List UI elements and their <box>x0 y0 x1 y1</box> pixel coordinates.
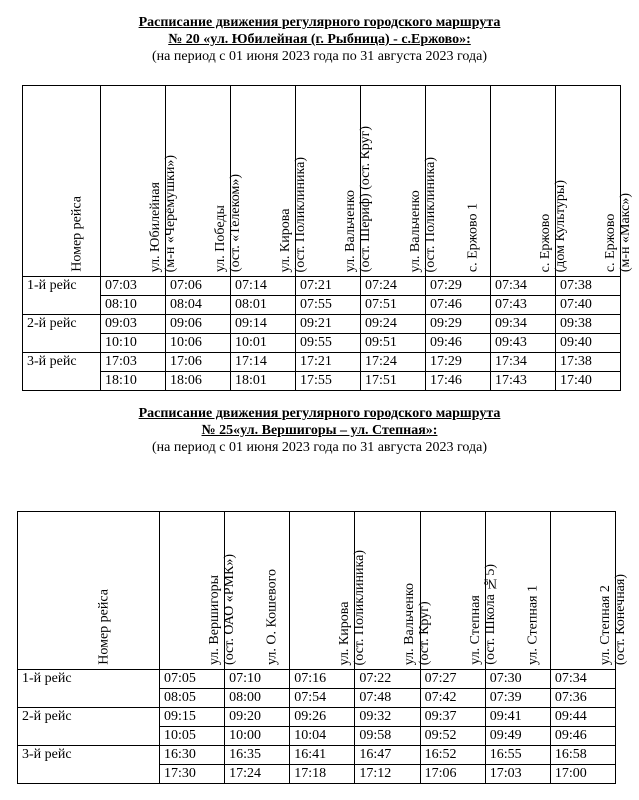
time-cell: 09:58 <box>355 727 420 746</box>
time-cell: 07:48 <box>355 689 420 708</box>
time-cell: 17:24 <box>361 353 426 372</box>
time-cell: 17:06 <box>420 765 485 784</box>
time-cell: 18:06 <box>166 372 231 391</box>
stop-header <box>231 86 308 277</box>
stop-name: ул. Вальченко (ост. Шериф) (ост. Круг) <box>343 125 373 272</box>
stop-header <box>160 512 238 670</box>
time-cell: 16:58 <box>550 746 615 765</box>
table-row <box>23 372 621 391</box>
time-cell: 09:55 <box>296 334 361 353</box>
time-cell: 10:10 <box>101 334 166 353</box>
time-cell: 17:06 <box>166 353 231 372</box>
trip-number-header <box>18 512 160 670</box>
time-cell: 07:14 <box>231 277 296 296</box>
time-cell: 16:47 <box>355 746 420 765</box>
time-cell: 16:52 <box>420 746 485 765</box>
schedule2-period: (на период с 01 июня 2023 года по 31 августа 2023 года) <box>152 440 487 455</box>
time-cell: 17:03 <box>101 353 166 372</box>
trip-number-header-label: Номер рейса <box>69 196 84 272</box>
time-cell: 17:21 <box>296 353 361 372</box>
table-row <box>23 277 621 296</box>
schedule1-period: (на период с 01 июня 2023 года по 31 августа 2023 года) <box>152 49 487 64</box>
time-cell: 09:51 <box>361 334 426 353</box>
time-cell: 17:29 <box>426 353 491 372</box>
time-cell: 18:01 <box>231 372 296 391</box>
trip-number-header <box>23 86 101 277</box>
time-cell: 07:51 <box>361 296 426 315</box>
time-cell: 09:43 <box>491 334 556 353</box>
stop-header <box>166 86 243 277</box>
time-cell: 16:30 <box>160 746 225 765</box>
time-cell: 10:05 <box>160 727 225 746</box>
table-row <box>23 353 621 372</box>
trip-label: 2-й рейс <box>23 315 101 353</box>
table-row <box>23 296 621 315</box>
time-cell: 17:46 <box>426 372 491 391</box>
time-cell: 07:29 <box>426 277 491 296</box>
time-cell: 17:00 <box>550 765 615 784</box>
time-cell: 07:43 <box>491 296 556 315</box>
time-cell: 09:40 <box>556 334 621 353</box>
time-cell: 07:55 <box>296 296 361 315</box>
stop-header <box>101 86 178 277</box>
time-cell: 09:14 <box>231 315 296 334</box>
time-cell: 09:38 <box>556 315 621 334</box>
time-cell: 07:05 <box>160 670 225 689</box>
time-cell: 09:44 <box>550 708 615 727</box>
schedule1-table <box>22 85 633 391</box>
time-cell: 07:03 <box>101 277 166 296</box>
time-cell: 07:54 <box>290 689 355 708</box>
time-cell: 09:06 <box>166 315 231 334</box>
time-cell: 17:43 <box>491 372 556 391</box>
time-cell: 09:46 <box>426 334 491 353</box>
stop-header <box>485 512 550 670</box>
time-cell: 07:06 <box>166 277 231 296</box>
stop-name: с. Ержово (дом Культуры) <box>538 179 568 272</box>
time-cell: 09:29 <box>426 315 491 334</box>
time-cell: 18:10 <box>101 372 166 391</box>
time-cell: 09:41 <box>485 708 550 727</box>
stop-header <box>355 512 433 670</box>
time-cell: 09:03 <box>101 315 166 334</box>
time-cell: 10:04 <box>290 727 355 746</box>
time-cell: 10:06 <box>166 334 231 353</box>
trip-label: 1-й рейс <box>18 670 160 708</box>
time-cell: 17:51 <box>361 372 426 391</box>
table-row <box>18 670 616 689</box>
schedule1-title: Расписание движения регулярного городского маршрута <box>138 15 501 30</box>
schedule2-route: № 25«ул. Вершигоры – ул. Степная»: <box>201 423 438 438</box>
table-row <box>18 746 616 765</box>
time-cell: 09:37 <box>420 708 485 727</box>
trip-label: 2-й рейс <box>18 708 160 746</box>
time-cell: 08:05 <box>160 689 225 708</box>
time-cell: 16:41 <box>290 746 355 765</box>
time-cell: 07:40 <box>556 296 621 315</box>
stop-header <box>290 512 368 670</box>
stop-name: ул. Степная (ост. Школа №5) <box>467 564 498 665</box>
stop-name: ул. Степная 1 <box>525 585 541 665</box>
time-cell: 09:34 <box>491 315 556 334</box>
trip-label: 3-й рейс <box>23 353 101 391</box>
time-cell: 17:38 <box>556 353 621 372</box>
time-cell: 09:49 <box>485 727 550 746</box>
time-cell: 07:24 <box>361 277 426 296</box>
stop-name: ул. Вершигоры (ост. ОАО «РМК») <box>207 554 238 665</box>
schedule2-table <box>17 511 628 784</box>
time-cell: 17:14 <box>231 353 296 372</box>
stop-name: с. Ержово (м-н «Макс») <box>603 192 633 272</box>
time-cell: 17:40 <box>556 372 621 391</box>
trip-label: 3-й рейс <box>18 746 160 784</box>
stop-header <box>225 512 290 670</box>
time-cell: 09:32 <box>355 708 420 727</box>
stop-header <box>426 86 491 277</box>
stop-header <box>420 512 498 670</box>
schedule2-title: Расписание движения регулярного городского маршрута <box>138 406 501 421</box>
time-cell: 07:38 <box>556 277 621 296</box>
time-cell: 10:00 <box>225 727 290 746</box>
time-cell: 09:20 <box>225 708 290 727</box>
stop-header <box>556 86 633 277</box>
schedule1-route: № 20 «ул. Юбилейная (г. Рыбница) - с.Ержово»: <box>168 32 471 47</box>
schedule1-heading <box>0 14 639 65</box>
stop-name: ул. Победы (ост. «Телеком») <box>213 173 243 272</box>
stop-name: ул. Вальченко (ост. Поликлиника) <box>408 156 438 272</box>
time-cell: 07:36 <box>550 689 615 708</box>
time-cell: 09:26 <box>290 708 355 727</box>
time-cell: 07:42 <box>420 689 485 708</box>
table-row <box>18 708 616 727</box>
trip-number-header-label: Номер рейса <box>96 589 111 665</box>
stop-header <box>550 512 628 670</box>
time-cell: 16:35 <box>225 746 290 765</box>
time-cell: 09:46 <box>550 727 615 746</box>
table-row <box>23 334 621 353</box>
time-cell: 07:34 <box>491 277 556 296</box>
stop-name: с. Ержово 1 <box>465 202 481 272</box>
time-cell: 16:55 <box>485 746 550 765</box>
time-cell: 07:46 <box>426 296 491 315</box>
stop-header <box>361 86 438 277</box>
time-cell: 07:10 <box>225 670 290 689</box>
stop-name: ул. О. Кошевого <box>264 568 280 665</box>
time-cell: 17:34 <box>491 353 556 372</box>
stop-name: ул. Кирова (ост. Поликлиника) <box>337 549 368 665</box>
time-cell: 09:52 <box>420 727 485 746</box>
stop-name: ул. Кирова (ост. Поликлиника) <box>278 156 308 272</box>
time-cell: 10:01 <box>231 334 296 353</box>
time-cell: 08:10 <box>101 296 166 315</box>
trip-label: 1-й рейс <box>23 277 101 315</box>
stop-name: ул. Степная 2 (ост. Конечная) <box>597 573 628 665</box>
time-cell: 17:18 <box>290 765 355 784</box>
table-row <box>23 315 621 334</box>
time-cell: 09:21 <box>296 315 361 334</box>
schedule2-heading <box>0 405 639 456</box>
time-cell: 17:03 <box>485 765 550 784</box>
time-cell: 07:16 <box>290 670 355 689</box>
time-cell: 08:04 <box>166 296 231 315</box>
stop-name: ул. Вальченко (ост. Круг) <box>402 582 433 665</box>
time-cell: 07:30 <box>485 670 550 689</box>
time-cell: 07:34 <box>550 670 615 689</box>
stop-header <box>296 86 373 277</box>
time-cell: 17:30 <box>160 765 225 784</box>
time-cell: 07:21 <box>296 277 361 296</box>
stop-header <box>491 86 568 277</box>
time-cell: 08:01 <box>231 296 296 315</box>
time-cell: 09:24 <box>361 315 426 334</box>
time-cell: 07:22 <box>355 670 420 689</box>
time-cell: 09:15 <box>160 708 225 727</box>
time-cell: 17:55 <box>296 372 361 391</box>
time-cell: 07:39 <box>485 689 550 708</box>
time-cell: 07:27 <box>420 670 485 689</box>
time-cell: 08:00 <box>225 689 290 708</box>
stop-name: ул. Юбилейная (м-н «Черёмушки») <box>148 154 178 272</box>
time-cell: 17:24 <box>225 765 290 784</box>
time-cell: 17:12 <box>355 765 420 784</box>
